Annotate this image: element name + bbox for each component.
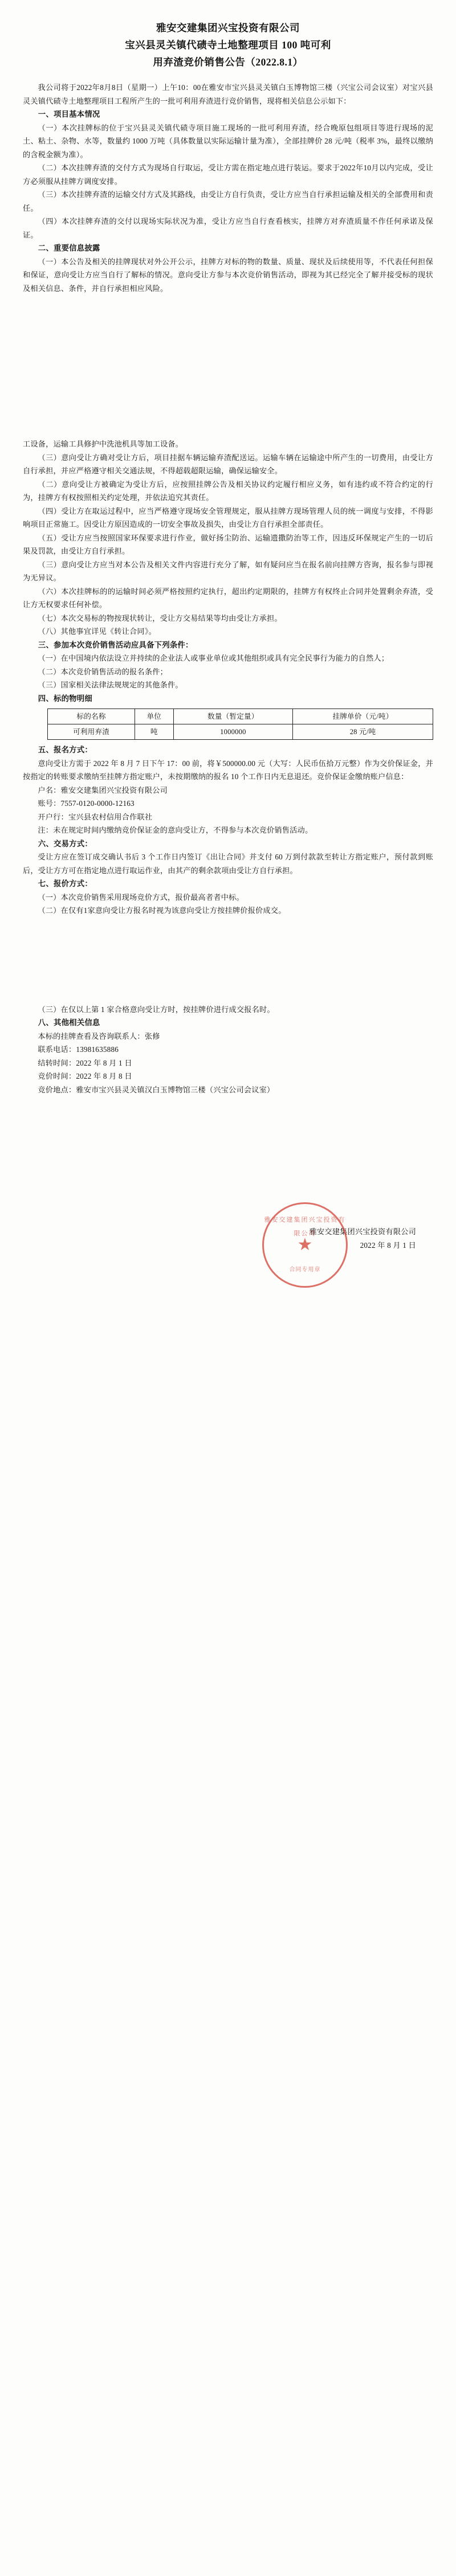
section-3-paragraph-2: （二）本次竞价销售活动的报名条件； bbox=[38, 667, 168, 676]
table-header-row bbox=[48, 709, 433, 724]
continuation-paragraph-3: （四）受让方在取运过程中，应当严格遵守现场安全管理规定，服从挂牌方现场管理人员的统一调度与安排，不得影响项目正常施工。因受让方原因造成的一切安全事故及损失，由受让方自行承担全部责任。 bbox=[23, 506, 433, 529]
section-3-paragraph-3: （三）国家相关法律法规规定的其他条件。 bbox=[38, 681, 183, 689]
section-heading-2: 二、重要信息披露 bbox=[38, 244, 100, 252]
section-1-paragraph-3: （三）本次挂牌弃渣的运输交付方式及其路线，由受让方自行负责，受让方应当自行承担运输及相关的全部费用和责任。 bbox=[23, 190, 433, 212]
continuation-paragraph-5: （六）本次挂牌标的的运输时间必须严格按照约定执行，超出约定期限的，挂牌方有权终止合同并处置剩余弃渣，受让方无权要求任何补偿。 bbox=[23, 587, 433, 609]
title-line-1: 雅安交建集团兴宝投资有限公司 bbox=[156, 22, 300, 34]
intro-paragraph: 我公司将于2022年8月8日（星期一）上午10：00在雅安市宝兴县灵关镇白玉博物馆三楼（兴宝公司会议室）对宝兴县灵关镇代碛寺土地整理项目工程所产生的一批可利用弃渣进行竞价销售，现将相关信息公示如下： bbox=[23, 83, 433, 105]
table-cell-unit: 吨 bbox=[135, 724, 173, 740]
section-7-paragraph-2: （二）在仅有1家意向受让方报名时视为该意向受让方按挂牌价报价成交。 bbox=[38, 906, 286, 915]
section-1-paragraph-4: （四）本次挂牌弃渣的交付以现场实际状况为准，受让方应当自行查看核实，挂牌方对弃渣质量不作任何承诺及保证。 bbox=[23, 217, 433, 239]
table-header-unit: 单位 bbox=[135, 709, 173, 724]
signature-block bbox=[23, 1217, 433, 1273]
account-bank: 开户行：宝兴县农村信用合作联社 bbox=[38, 812, 153, 821]
section-6-paragraph-1: 受让方应在签订成交确认书后 3 个工作日内签订《出让合同》并支付 60 万到付款款至转让方指定账户，预付款到账后，受让方方可在指定地点进行取运作业，由其产的剩余款项由受让方自行承担。 bbox=[23, 853, 433, 875]
seal-star-icon: ★ bbox=[297, 1235, 313, 1254]
section-1-paragraph-2: （二）本次挂牌弃渣的交付方式为现场自行取运，受让方需在指定地点进行装运。要求于2022年10月以内完成，受让方必须服从挂牌方调度安排。 bbox=[23, 163, 433, 186]
goods-table bbox=[47, 708, 433, 740]
contact-phone: 联系电话：13981635886 bbox=[38, 1045, 119, 1054]
section-heading-8: 八、其他相关信息 bbox=[38, 1018, 100, 1027]
account-note: 注：未在规定时间内缴纳竞价保证金的意向受让方，不得参与本次竞价销售活动。 bbox=[38, 826, 313, 834]
page-break-gap-2 bbox=[23, 918, 433, 1003]
section-7-paragraph-1: （一）本次竞价销售采用现场竞价方式，报价最高者者中标。 bbox=[38, 892, 244, 902]
table-header-quantity: 数量（暂定量） bbox=[173, 709, 292, 724]
document-title bbox=[23, 0, 433, 71]
page-break-gap-3 bbox=[23, 1096, 433, 1216]
section-1-paragraph-1: （一）本次挂牌标的位于宝兴县灵关镇代碛寺项目施工现场的一批可利用弃渣，经合晚原包组项目等进行现场的泥土、粘土、杂物、水等，数量约 1000 万吨（具体数量以实际运输计量为准），全部挂牌价 28 元/吨（税率 3%，最终以缴纳的含税金额为准）。 bbox=[23, 123, 433, 159]
continuation-paragraph-2: （三）意向受让方确对受让方后，项目挂据车辆运输弃渣配送运。运输车辆在运输途中所产生的一切费用，由受让方自行承担，并应严格遵守相关交通法规，不得超载超限运输，确保运输安全。 bbox=[23, 453, 433, 475]
table-header-price: 挂牌单价（元/吨） bbox=[293, 709, 433, 724]
company-seal-icon bbox=[262, 1202, 348, 1288]
section-heading-1: 一、项目基本情况 bbox=[38, 110, 100, 118]
table-cell-price: 28 元/吨 bbox=[293, 724, 433, 740]
bidding-date: 竞价时间：2022 年 8 月 8 日 bbox=[38, 1072, 132, 1080]
seal-top-text: 雅安交建集团兴宝投资有限公司 bbox=[264, 1217, 346, 1237]
seal-bottom-text: 合同专用章 bbox=[289, 1267, 321, 1273]
document-body bbox=[23, 81, 433, 1321]
account-name: 户名：雅安交建集团兴宝投资有限公司 bbox=[38, 785, 168, 794]
section-heading-5: 五、报名方式： bbox=[38, 746, 92, 754]
continuation-paragraph-4: （五）受让方应当按照国家环保要求进行作业，做好扬尘防治、运输遗撒防治等工作，因违反环保规定产生的一切后果及罚款，由受让方自行承担。 bbox=[23, 533, 433, 555]
page-break-gap-1 bbox=[23, 295, 433, 437]
title-line-2: 宝兴县灵关镇代碛寺土地整理项目 100 吨可利 bbox=[125, 39, 331, 51]
section-7-paragraph-3: （三）在仅以上第 1 家合格意向受让方时，按挂牌价进行成交报名时。 bbox=[38, 1005, 275, 1014]
section-heading-3: 三、参加本次竞价销售活动应具备下列条件： bbox=[38, 640, 193, 649]
table-row bbox=[48, 724, 433, 740]
contact-person: 本标的挂牌查看及咨询联系人：张修 bbox=[38, 1031, 160, 1041]
table-header-name: 标的名称 bbox=[48, 709, 135, 724]
section-heading-7: 七、报价方式： bbox=[38, 879, 92, 888]
settlement-date: 结转时间：2022 年 8 月 1 日 bbox=[38, 1058, 132, 1067]
account-number: 账号：7557-0120-0000-12163 bbox=[38, 799, 135, 808]
signature-company: 雅安交建集团兴宝投资有限公司 bbox=[309, 1227, 416, 1236]
signature-date: 2022 年 8 月 1 日 bbox=[360, 1241, 416, 1250]
bidding-location: 竞价地点：雅安市宝兴县灵关镇汉白玉博物馆三楼（兴宝公司会议室） bbox=[38, 1085, 275, 1094]
continuation-paragraph-6: （七）本次交易标的物按现状转让，受让方交易结果等均由受让方承担。 bbox=[38, 613, 282, 623]
section-2-paragraph-3: （三）意向受让方应当对本公告及相关文件内容进行充分了解，如有疑问应当在报名前向挂牌方咨询，报名参与即视为无异议。 bbox=[23, 560, 433, 582]
document-sheet bbox=[23, 0, 433, 1321]
section-5-paragraph-1: 意向受让方需于 2022 年 8 月 7 日下午 17：00 前，将￥500000.00 元（大写：人民币伍拾万元整）作为交价保证金，并按指定的转账要求缴纳至挂牌方指定账户，未按期缴纳的报名 10 个工作日内无息退还。竞价保证金缴纳账户信息： bbox=[23, 759, 433, 781]
table-cell-quantity: 1000000 bbox=[173, 724, 292, 740]
continuation-paragraph-1: 工设备，运输工具修护中洗池机具等加工设备。 bbox=[23, 440, 184, 448]
section-2-paragraph-2: （二）意向受让方被确定为受让方后，应按照挂牌公告及相关协议约定履行相应义务，如有违约或不符合约定的行为，挂牌方有权按照相关约定处理，并依法追究其责任。 bbox=[23, 480, 433, 502]
table-cell-name: 可利用弃渣 bbox=[48, 724, 135, 740]
title-line-3: 用弃渣竞价销售公告（2022.8.1） bbox=[153, 56, 303, 68]
section-2-paragraph-1: （一）本公告及相关的挂牌现状对外公开公示，挂牌方对标的物的数量、质量、现状及后续使用等，不代表任何担保和保证，意向受让方应当自行了解标的情况。意向受让方参与本次竞价销售活动，即视为其已经完全了解并接受标的现状及相关信息、条件，并自行承担相应风险。 bbox=[23, 257, 433, 293]
continuation-paragraph-7: （八）其他事宜详见《转让合同》。 bbox=[38, 627, 156, 636]
section-heading-4: 四、标的物明细 bbox=[38, 694, 92, 703]
section-3-paragraph-1: （一）在中国境内依法设立并持续的企业法人或事业单位或其他组织或具有完全民事行为能力的自然人； bbox=[38, 654, 389, 662]
bottom-gap bbox=[23, 1252, 433, 1321]
section-heading-6: 六、交易方式： bbox=[38, 839, 92, 848]
